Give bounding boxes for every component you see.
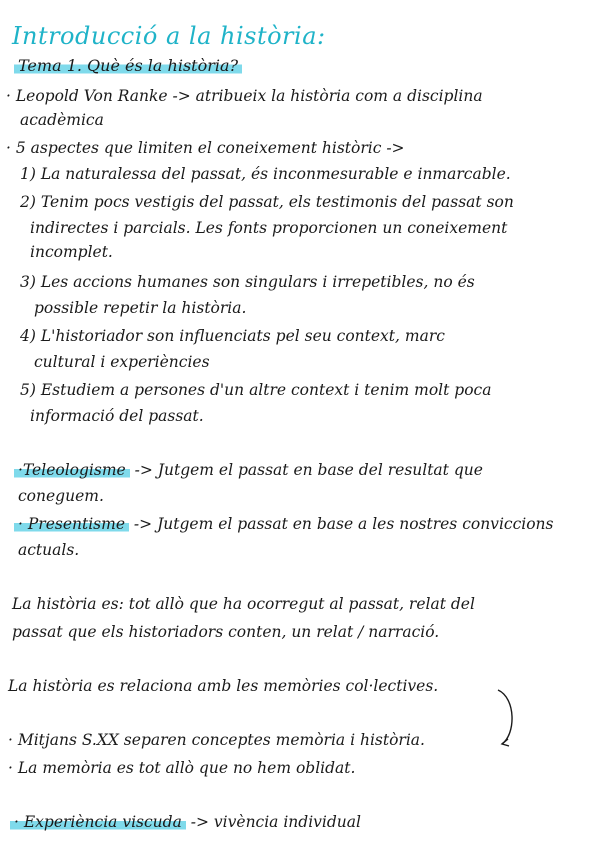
topic-heading: [14, 56, 242, 76]
topic-highlight: Tema 1. Què és la història?: [14, 56, 242, 75]
memory-line: · La memòria es tot allò que no hem oblidat.: [8, 759, 356, 777]
teleologisme-term: ·Teleologisme: [14, 461, 130, 479]
presentisme-term: · Presentisme: [14, 515, 129, 533]
aspect-4: 4) L'historiador son influenciats pel seu context, marc: [20, 327, 445, 345]
memory-line: · Mitjans S.XX separen conceptes memòria i història.: [8, 731, 425, 749]
note-line: indirectes i parcials. Les fonts proporcionen un coneixement: [30, 219, 508, 237]
aspect-3: 3) Les accions humanes son singulars i irrepetibles, no és: [20, 273, 475, 291]
presentisme-line: [14, 514, 554, 534]
aspect-5: 5) Estudiem a persones d'un altre context i tenim molt poca: [20, 381, 492, 399]
experiencia-line: [10, 812, 361, 832]
note-line: coneguem.: [18, 487, 104, 505]
note-line: possible repetir la història.: [34, 299, 247, 317]
aspect-2: 2) Tenim pocs vestigis del passat, els testimonis del passat son: [20, 193, 514, 211]
experiencia-def: -> vivència individual: [185, 813, 361, 831]
teleologisme-line: [14, 460, 483, 480]
note-line: incomplet.: [30, 243, 113, 261]
teleologisme-def: -> Jutgem el passat en base del resultat que: [129, 461, 483, 479]
page-title: Introducció a la història:: [12, 22, 326, 50]
aspect-1: 1) La naturalessa del passat, és inconmesurable e inmarcable.: [20, 165, 511, 183]
note-line: cultural i experiències: [34, 353, 210, 371]
definition-line: La història es: tot allò que ha ocorregut al passat, relat del: [12, 595, 475, 613]
note-line: acadèmica: [20, 111, 104, 129]
note-line: · 5 aspectes que limiten el coneixement històric ->: [6, 139, 405, 157]
curved-arrow-icon: [494, 688, 518, 750]
note-line: informació del passat.: [30, 407, 204, 425]
definition-line: passat que els historiadors conten, un relat / narració.: [12, 623, 440, 641]
note-line: actuals.: [18, 541, 80, 559]
experiencia-term: · Experiència viscuda: [10, 813, 186, 831]
memory-line: La història es relaciona amb les memòries col·lectives.: [8, 677, 439, 695]
presentisme-def: -> Jutgem el passat en base a les nostres conviccions: [129, 515, 554, 533]
note-line: · Leopold Von Ranke -> atribueix la història com a disciplina: [6, 87, 483, 105]
